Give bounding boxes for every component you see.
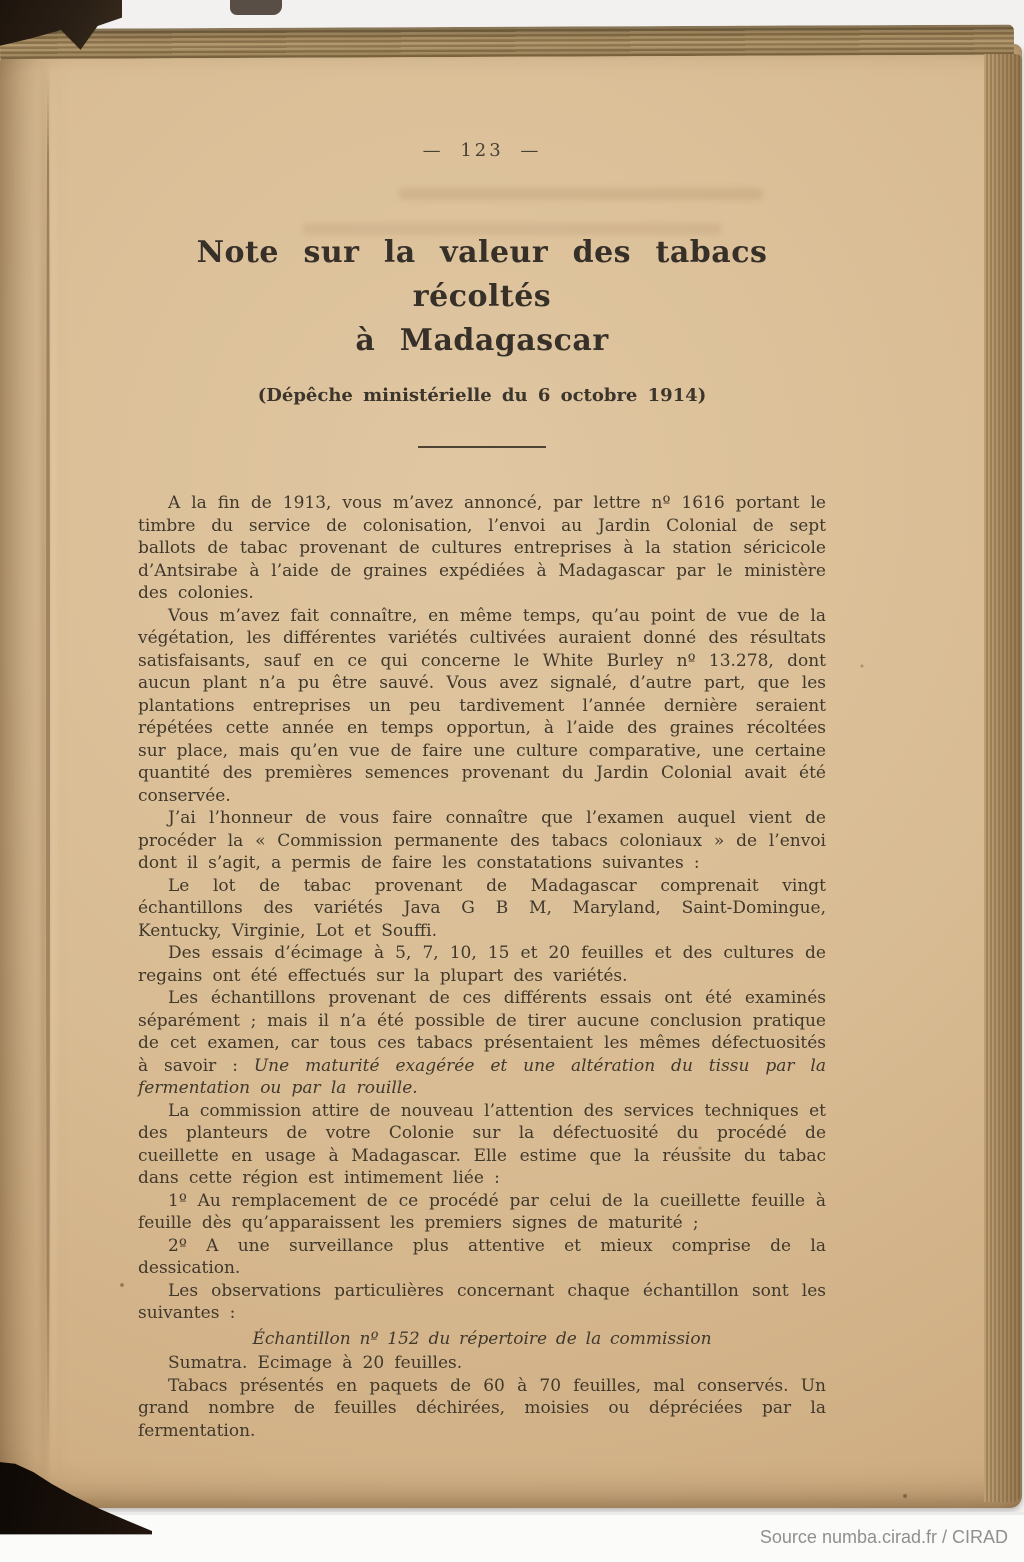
paragraph xyxy=(138,492,826,605)
sample-heading xyxy=(138,1328,826,1351)
text-run: Vous m’avez fait connaître, en même temps, qu’au point de vue de la végétation, les différentes variétés cultivées auraient donné des résultats satisfaisants, sauf en ce qui concerne le White Burley nº 13.278, dont aucun plant n’a pu être sauvé. Vous avez signalé, d’autre part, que les plantations entreprises un peu tardivement l’année dernière seraient répétées cette année en temps opportun, à l’aide des graines récoltées sur place, mais qu’en vue de faire une culture comparative, une certaine quantité des premières semences provenant du Jardin Colonial avait été conservée. xyxy=(138,605,826,806)
text-run: Tabacs présentés en paquets de 60 à 70 feuilles, mal conservés. Un grand nombre de feuilles déchirées, moisies ou dépréciées par la fermentation. xyxy=(138,1375,826,1441)
paragraph xyxy=(138,807,826,875)
article-title-line1: Note sur la valeur des tabacs récoltés xyxy=(196,235,768,314)
paragraph xyxy=(138,942,826,987)
paragraph xyxy=(138,1375,826,1443)
text-run: 2º A une surveillance plus attentive et mieux comprise de la dessication. xyxy=(138,1235,826,1278)
text-run: La commission attire de nouveau l’attention des services techniques et des planteurs de votre Colonie sur la défectuosité du procédé de cueillette en usage à Madagascar. Elle estime que la réussite du tabac dans cette région est intimement liée : xyxy=(138,1100,826,1188)
paragraph xyxy=(138,987,826,1100)
paragraph xyxy=(138,1352,826,1375)
text-run: Échantillon nº 152 du répertoire de la commission xyxy=(252,1328,712,1349)
text-run: 1º Au remplacement de ce procédé par celui de la cueillette feuille à feuille dès qu’apparaissent les premiers signes de maturité ; xyxy=(138,1190,826,1233)
paragraph xyxy=(138,1100,826,1190)
article-subtitle: (Dépêche ministérielle du 6 octobre 1914) xyxy=(257,385,707,406)
text-run: Les échantillons provenant de ces différents essais ont été examinés séparément ; mais il n’a été possible de tirer aucune conclusion pratique de cet examen, car tous ces tabacs présentaient les mêmes défectuosités à savoir : xyxy=(138,988,826,1076)
text-run: J’ai l’honneur de vous faire connaître que l’examen auquel vient de procéder la « Commission permanente des tabacs coloniaux » de l’envoi dont il s’agit, a permis de faire les constatations suivantes : xyxy=(138,808,826,873)
printed-content xyxy=(138,140,826,1442)
article-title xyxy=(138,231,826,363)
paragraph xyxy=(138,875,826,943)
paragraph xyxy=(138,1190,826,1235)
book-spine-fragment xyxy=(230,0,282,15)
paragraph xyxy=(138,1280,826,1325)
page-body xyxy=(138,492,826,1442)
text-run: Des essais d’écimage à 5, 7, 10, 15 et 20 feuilles et des cultures de regains ont été effectués sur la plupart des variétés. xyxy=(138,943,826,986)
text-run: Sumatra. Ecimage à 20 feuilles. xyxy=(168,1353,463,1373)
text-run: Le lot de tabac provenant de Madagascar comprenait vingt échantillons des variétés Java G B M, Maryland, Saint-Domingue, Kentucky, Virginie, Lot et Souffi. xyxy=(138,875,826,941)
source-bar xyxy=(0,1512,1024,1562)
page-number: — 123 — xyxy=(422,140,542,161)
paragraph xyxy=(138,605,826,808)
gutter-crease xyxy=(46,62,50,1486)
paragraph xyxy=(138,1235,826,1280)
page-top-edges xyxy=(0,25,1014,59)
text-run: A la fin de 1913, vous m’avez annoncé, par lettre nº 1616 portant le timbre du service de colonisation, l’envoi au Jardin Colonial de sept ballots de tabac provenant de cultures entreprises à la station séricicole d’Antsirabe à l’aide de graines expédiées à Madagascar par le ministère des colonies. xyxy=(138,493,826,603)
text-run: Une maturité exagérée et une altération du tissu par la fermentation ou par la rouille. xyxy=(138,1055,826,1098)
text-run: Les observations particulières concernant chaque échantillon sont les suivantes : xyxy=(138,1280,826,1323)
article-title-line2: à Madagascar xyxy=(355,323,609,358)
page-edge-stack xyxy=(984,54,1022,1502)
source-text: Source numba.cirad.fr / CIRAD xyxy=(759,1526,1008,1547)
title-divider xyxy=(418,446,546,448)
